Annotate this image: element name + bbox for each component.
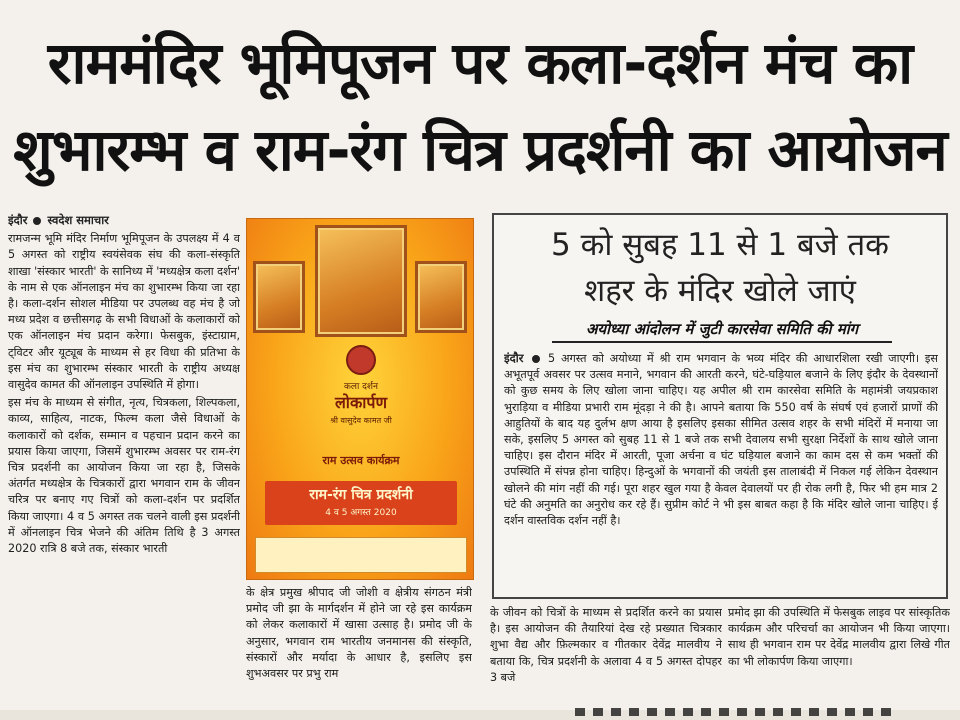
dateline-agency: स्वदेश समाचार <box>47 213 109 227</box>
article-column-1 <box>8 212 240 702</box>
box-headline-line-1: 5 को सुबह 11 से 1 बजे तक <box>551 227 889 263</box>
box-subheadline: अयोध्या आंदोलन में जुटी कारसेवा समिति की मांग <box>552 319 892 343</box>
box-headline-line-2: शहर के मंदिर खोले जाएं <box>584 273 856 309</box>
cropped-headline-hint <box>575 708 895 716</box>
next-article-cutoff <box>0 710 960 720</box>
boxed-article <box>492 213 948 599</box>
painting-frame-right <box>415 261 467 333</box>
painting-frame-left <box>253 261 305 333</box>
box-dateline <box>504 351 548 365</box>
box-article-text: 5 अगस्त को अयोध्या में श्री राम भगवान के भव्य मंदिर की आधारशिला रखी जाएगी। इस अभूतपूर्व अवसर पर उत्सव मनाने, भगवान की आरती करने, घंटे-घड़ियाल बजाने के लिए इंदौर के देवस्थानों को कुछ समय के लिए खोला जाना चाहिए। यह अपील श्री राम कारसेवा समिति के महामंत्री जयप्रकाश भुराड़िया व मीडिया प्रभारी राम मूंदड़ा ने की है। आपने बताया कि 550 वर्ष के संघर्ष एवं हजारों प्राणों की आहुतियों के बाद यह दुर्लभ क्षण आया है इसलिए इसका सीमित उत्सव शहर के सभी मंदिरों में मनाया जा सके, इसलिए 5 अगस्त को सुबह 11 से 1 बजे तक सभी देवालय सभी सुरक्षा निर्देशों के साथ खोले जाना चाहिए। इस दौरान मंदिर में आरती, पूजा अर्चना व घंट घड़ियाल बजाने का काम दस से कम भक्तों की उपस्थिति में संपन्न होना चाहिए। हिन्दुओं के भगवानों की जयंती इस तालाबंदी में निकल गई लेकिन देवस्थान खोलने की मांग नहीं की गई। पूरा शहर खुल गया है केवल देवालयों पर ही रोक लगी है, फिर भी हम मात्र 2 घंटे की अनुमति का अनुरोध कर रहे हैं। सुप्रीम कोर्ट ने भी इस बाबत कहा है कि मंदिर खोले जाना चाहिए। ई दर्शन वास्तविक दर्शन नहीं है। <box>504 352 938 528</box>
event-poster <box>246 218 474 580</box>
emblem-icon <box>346 345 376 375</box>
poster-guest: श्री वासुदेव कामत जी <box>330 416 392 425</box>
dateline <box>8 213 109 227</box>
dateline-city: इंदौर <box>8 213 28 227</box>
headline-line-2: शुभारम्भ व राम-रंग चित्र प्रदर्शनी का आयोजन <box>13 116 947 184</box>
article-column-3: के जीवन को चित्रों के माध्यम से प्रदर्शित करने का प्रयास है। इस आयोजन की तैयारियां देख रहे प्रख्यात चित्रकार शुभा वैद्य और फ़िल्मकार व गीतकार देवेंद्र मालवीय ने बताया कि, चित्र प्रदर्शनी के अलावा 4 व 5 अगस्त दोपहर 3 बजे <box>490 606 722 684</box>
bullet-icon <box>33 217 41 225</box>
main-headline <box>0 0 960 205</box>
article-paragraph: इस मंच के माध्यम से संगीत, नृत्य, चित्रकला, शिल्पकला, काव्य, साहित्य, नाटक, फिल्म कला जैसे विधाओं के कलाकारों को दर्शक, सम्मान व पहचान प्रदान करने का प्रयास किया जाएगा, जिसमें शुभारम्भ अवसर पर राम-रंग चित्र प्रदर्शनी का आयोजन किया जा रहा है, जिसके अंतर्गत मध्यक्षेत्र के चित्रकारों द्वारा भगवान राम के जीवन चरित्र पर बनाए गए चित्रों को कला-दर्शन पर प्रदर्शित किया जाएगा। 4 व 5 अगस्त तक चलने वाली इस प्रदर्शनी में ऑनलाइन चित्र भेजने की अंतिम तिथि है 3 अगस्त 2020 रात्रि 8 बजे तक, संस्कार भारती <box>8 396 240 556</box>
poster-exhibition: राम-रंग चित्र प्रदर्शनी <box>309 487 413 503</box>
article-paragraph: रामजन्म भूमि मंदिर निर्माण भूमिपूजन के उपलक्ष्य में 4 व 5 अगस्त को राष्ट्रीय स्वयंसेवक संघ की कला-संस्कृति शाखा 'संस्कार भारती' के सानिध्य में 'मध्यक्षेत्र कला दर्शन' के नाम से एक ऑनलाइन मंच का शुभारम्भ किया जा रहा है। कला-दर्शन सोशल मीडिया पर उपलब्ध वह मंच है जो मध्य प्रदेश व छत्तीसगढ़ के सभी विधाओं के कलाकारों को एक ऑनलाइन मंच प्रदान करेगा। फेसबुक, इंस्टाग्राम, ट्विटर और यूट्यूब के माध्यम से हर विधा की प्रतिभा के इस मंच का शुभारम्भ संस्कार भारती के राष्ट्रीय अध्यक्ष वासुदेव कामत की ऑनलाइन उपस्थिति में होगा। <box>8 232 240 392</box>
article-column-4: प्रमोद झा की उपस्थिति में फेसबुक लाइव पर सांस्कृतिक कार्यक्रम और परिचर्चा का आयोजन भी किया जाएगा। साथ ही भगवान राम पर देवेंद्र मालवीय द्वारा लिखे गीत का भी लोकार्पण किया जाएगा। <box>728 606 950 668</box>
article-column-2: के क्षेत्र प्रमुख श्रीपाद जी जोशी व क्षेत्रीय संगठन मंत्री प्रमोद जी झा के मार्गदर्शन में होने जा रहे इस कार्यक्रम को लेकर कलाकारों में खासा उत्साह है। प्रमोद जी के अनुसार, भगवान राम भारतीय जनमानस की संस्कृति, संस्कारों और मर्यादा के आधार है, इसलिए इस शुभअवसर पर प्रभु राम <box>246 586 472 681</box>
painting-frame-center <box>315 225 407 337</box>
poster-brand: कला दर्शन <box>343 382 379 392</box>
poster-footer-strip <box>255 537 467 573</box>
poster-dates: 4 व 5 अगस्त 2020 <box>325 508 397 518</box>
headline-line-1: राममंदिर भूमिपूजन पर कला-दर्शन मंच का <box>47 29 913 97</box>
poster-program: राम उत्सव कार्यक्रम <box>322 454 400 467</box>
bullet-icon <box>532 355 540 363</box>
box-dateline-city: इंदौर <box>504 351 524 365</box>
poster-launch: लोकार्पण <box>334 393 388 412</box>
box-article-body <box>504 350 938 595</box>
